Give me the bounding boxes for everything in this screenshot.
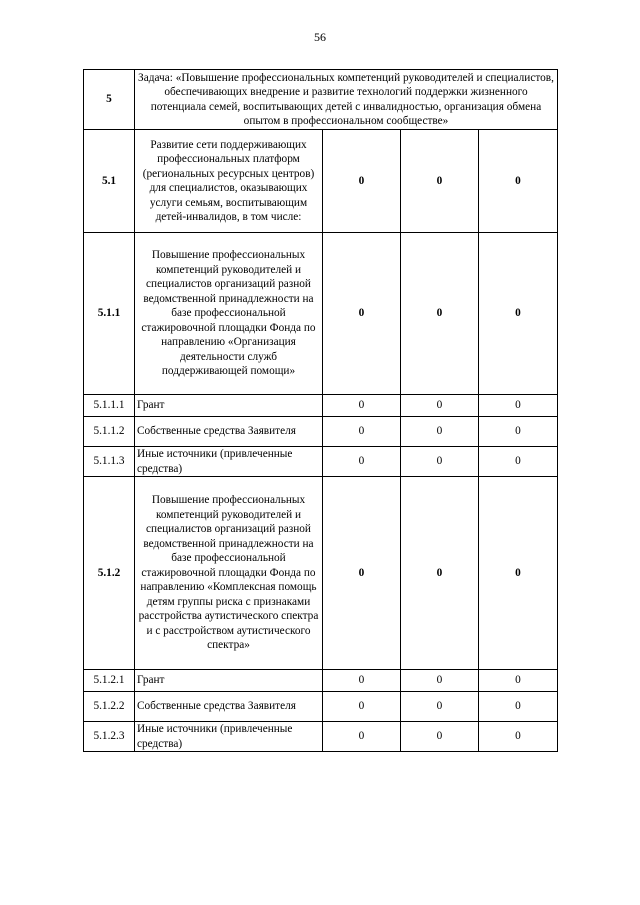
row-value-2: 0 [401, 130, 479, 233]
row-value-2: 0 [401, 722, 479, 752]
table-row-5-1-1-1 [84, 395, 558, 417]
row-description: Повышение профессиональных компетенций руководителей и специалистов организаций разной ведомственной принадлежности на базе профессиональной стажировочной площадки Фонда по направлению «Комплексная помощь детям группы риска с признаками расстройства аутистического спектра и с расстройством аутистического спектра» [135, 477, 323, 670]
row-value-3: 0 [479, 477, 558, 670]
row-code: 5.1.1.1 [84, 395, 135, 417]
row-value-1: 0 [323, 692, 401, 722]
table-row-5-1-2 [84, 477, 558, 670]
task-row [84, 70, 558, 130]
row-value-3: 0 [479, 722, 558, 752]
table-row-5-1 [84, 130, 558, 233]
table-row-5-1-2-1 [84, 670, 558, 692]
row-code: 5.1.2.3 [84, 722, 135, 752]
row-value-3: 0 [479, 447, 558, 477]
row-code: 5.1.1 [84, 233, 135, 395]
row-description: Развитие сети поддерживающих профессиональных платформ (региональных ресурсных центров) для специалистов, оказывающих услуги семьям, воспитывающим детей-инвалидов, в том числе: [135, 130, 323, 233]
row-value-2: 0 [401, 477, 479, 670]
budget-table [83, 69, 558, 752]
row-description: Иные источники (привлеченные средства) [135, 447, 323, 477]
row-value-2: 0 [401, 670, 479, 692]
task-text: Задача: «Повышение профессиональных компетенций руководителей и специалистов, обеспечивающих внедрение и развитие технологий поддержки жизненного потенциала семей, воспитывающих детей с инвалидностью, организация обмена опытом в профессиональном сообществе» [135, 70, 558, 130]
table-row-5-1-2-3 [84, 722, 558, 752]
row-code: 5.1.1.2 [84, 417, 135, 447]
row-value-1: 0 [323, 130, 401, 233]
row-code: 5.1.2.1 [84, 670, 135, 692]
row-description: Повышение профессиональных компетенций руководителей и специалистов организаций разной ведомственной принадлежности на базе профессиональной стажировочной площадки Фонда по направлению «Организация деятельности служб поддерживающей помощи» [135, 233, 323, 395]
row-description: Грант [135, 395, 323, 417]
row-value-1: 0 [323, 417, 401, 447]
table-row-5-1-1-3 [84, 447, 558, 477]
row-code: 5.1.2 [84, 477, 135, 670]
table-row-5-1-1-2 [84, 417, 558, 447]
row-value-3: 0 [479, 130, 558, 233]
row-value-3: 0 [479, 233, 558, 395]
page-number: 56 [314, 30, 326, 44]
row-value-2: 0 [401, 417, 479, 447]
row-value-2: 0 [401, 447, 479, 477]
row-code: 5.1.1.3 [84, 447, 135, 477]
row-code: 5.1.2.2 [84, 692, 135, 722]
row-value-3: 0 [479, 692, 558, 722]
row-value-1: 0 [323, 233, 401, 395]
row-value-3: 0 [479, 417, 558, 447]
row-value-1: 0 [323, 447, 401, 477]
row-value-1: 0 [323, 722, 401, 752]
row-value-2: 0 [401, 395, 479, 417]
row-value-1: 0 [323, 670, 401, 692]
table-row-5-1-2-2 [84, 692, 558, 722]
row-description: Собственные средства Заявителя [135, 692, 323, 722]
row-value-2: 0 [401, 692, 479, 722]
row-value-1: 0 [323, 477, 401, 670]
row-value-2: 0 [401, 233, 479, 395]
table-row-5-1-1 [84, 233, 558, 395]
row-value-1: 0 [323, 395, 401, 417]
row-value-3: 0 [479, 670, 558, 692]
row-code: 5.1 [84, 130, 135, 233]
row-description: Иные источники (привлеченные средства) [135, 722, 323, 752]
row-description: Грант [135, 670, 323, 692]
row-description: Собственные средства Заявителя [135, 417, 323, 447]
task-code: 5 [84, 70, 135, 130]
row-value-3: 0 [479, 395, 558, 417]
